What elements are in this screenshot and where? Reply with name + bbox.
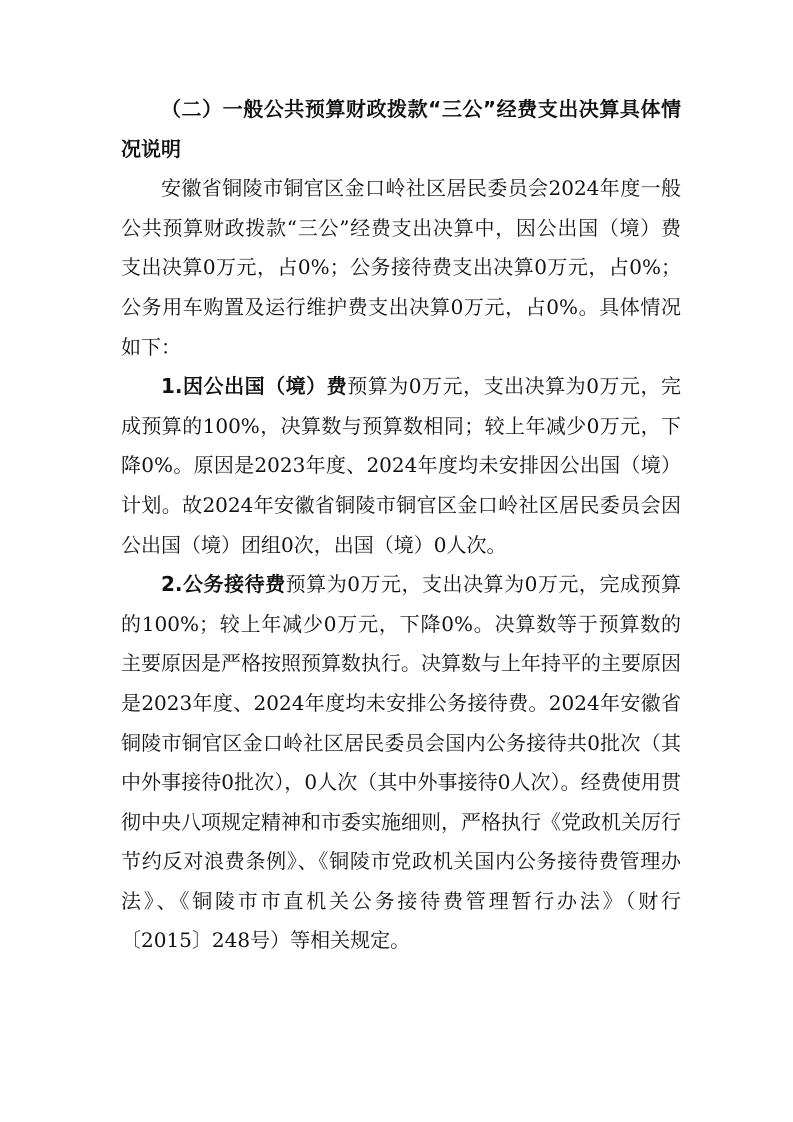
- item-lead-reception: 2.公务接待费: [161, 572, 286, 597]
- summary-paragraph: 安徽省铜陵市铜官区金口岭社区居民委员会2024年度一般公共预算财政拨款“三公”经费支出决算中，因公出国（境）费支出决算0万元，占0%；公务接待费支出决算0万元，占0%；公务用车购置及运行维护费支出决算0万元，占0%。具体情况如下：: [121, 176, 681, 359]
- item-lead-overseas: 1.因公出国（境）费: [161, 374, 348, 399]
- item-paragraph-overseas: [121, 367, 681, 565]
- item-text-overseas: 预算为0万元，支出决算为0万元，完成预算的100%，决算数与预算数相同；较上年减少0万元，下降0%。原因是2023年度、2024年度均未安排因公出国（境）计划。故2024年安徽省铜陵市铜官区金口岭社区居民委员会因公出国（境）团组0次，出国（境）0人次。: [121, 374, 682, 557]
- section-heading: （二）一般公共预算财政拨款“三公”经费支出决算具体情况说明: [121, 97, 681, 161]
- item-paragraph-reception: [121, 565, 681, 961]
- item-text-reception: 预算为0万元，支出决算为0万元，完成预算的100%；较上年减少0万元，下降0%。决算数等于预算数的主要原因是严格按照预算数执行。决算数与上年持平的主要原因是2023年度、2024年度均未安排公务接待费。2024年安徽省铜陵市铜官区金口岭社区居民委员会国内公务接待共0批次（其中外事接待0批次），0人次（其中外事接待0人次）。经费使用贯彻中央八项规定精神和市委实施细则，严格执行《党政机关厉行节约反对浪费条例》、《铜陵市党政机关国内公务接待费管理办法》、《铜陵市市直机关公务接待费管理暂行办法》（财行〔2015〕248号）等相关规定。: [121, 572, 682, 953]
- document-body: [121, 90, 681, 961]
